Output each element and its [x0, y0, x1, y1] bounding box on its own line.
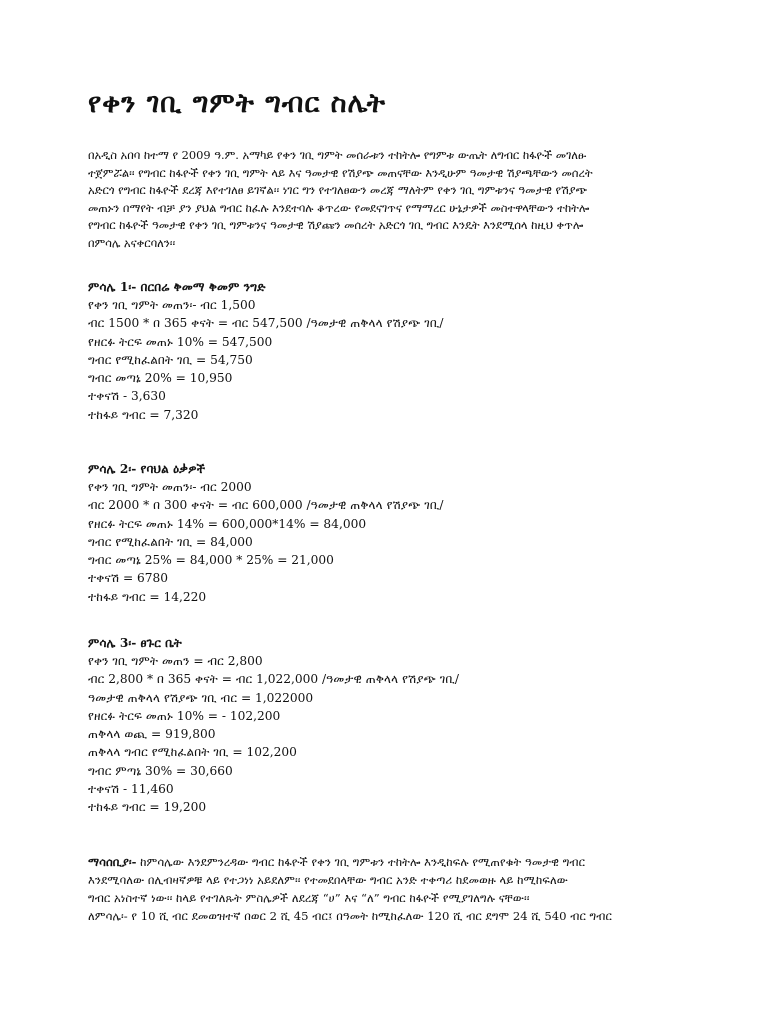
example-line: ብር 2000 * በ 300 ቀናት = ብር 600,000 /ዓመታዊ ጠቅላላ የሽያጭ ገቢ/ [88, 498, 444, 513]
note-text: ከምሳሌው እንደምንረዳው ግብር ከፋዮች የቀን ገቢ ግምቱን ተከትሎ እንዲከፍሉ የሚጠየቁት ዓመታዊ ግብር [136, 855, 586, 869]
example-line: ተከፋይ ግብር = 19,200 [88, 800, 207, 815]
example-heading: ምሳሌ 1፡- በርበሬ ቅመማ ቅመም ንግድ [88, 280, 266, 294]
example-line: የቀን ገቢ ግምት መጠን፡- ብር 1,500 [88, 298, 256, 312]
example-line: የቀን ገቢ ግምት መጠን = ብር 2,800 [88, 654, 263, 668]
example-line: የዘርፉ ትርፍ መጠኑ 10% = 547,500 [88, 334, 273, 349]
intro-line: ተጀምሯል፡፡ የግብር ከፋዮች የቀን ገቢ ግምት ላይ እና ዓመታዊ የሽያጭ መጠናቸው እንዲሁም ዓመታዊ ሽያጫቸውን መሰረት [88, 165, 593, 180]
example-line: ግብር መጣኔ 25% = 84,000 * 25% = 21,000 [88, 553, 334, 568]
example-line: ግብር መጣኔ 20% = 10,950 [88, 371, 233, 386]
example-line: የዘርፉ ትርፍ መጠኑ 10% = - 102,200 [88, 708, 281, 723]
example-line: ጠቅላላ ግብር የሚከፈልበት ገቢ = 102,200 [88, 745, 297, 760]
example-1 [88, 278, 728, 424]
intro-line: አድርጎ የግብር ከፋዮች ደረጃ እየተገለፀ ይገኛል፡፡ ነገር ግን የተገለፀውን መረጃ ማለትም የቀን ገቢ ግምቱንና ዓመታዊ የሽያጭ [88, 183, 588, 198]
example-line: ተከፋይ ግብር = 7,320 [88, 407, 199, 422]
example-heading: ምሳሌ 3፡- ፀጉር ቤት [88, 636, 182, 650]
example-line: ብር 2,800 * በ 365 ቀናት = ብር 1,022,000 /ዓመታዊ ጠቅላላ የሽያጭ ገቢ/ [88, 672, 460, 687]
example-line: ተቀናሽ = 6780 [88, 571, 169, 586]
example-line: ዓመታዊ ጠቅላላ የሽያጭ ገቢ ብር = 1,022000 [88, 690, 314, 705]
example-line: ተከፋይ ግብር = 14,220 [88, 589, 207, 604]
note-line: እንደሚባለው በሊብዛኛዎቹ ላይ የተጋነነ አይደለም፡፡ የተመደበላቸው ግብር አንድ ተቀጣሪ ከደመወዙ ላይ ከሚከፍለው [88, 873, 568, 887]
intro-line: መጠኑን በማየት ብቻ ያን ያህል ግብር ከፈሉ እንደተባሉ ቆጥረው የመደናገጥና የማማረር ሁኔታዎች መስተዋላቸውን ተከትሎ [88, 200, 590, 215]
example-line: ብር 1500 * በ 365 ቀናት = ብር 547,500 /ዓመታዊ ጠቅላላ የሽያጭ ገቢ/ [88, 316, 444, 331]
note-line: ለምሳሌ፡- የ 10 ሺ ብር ደመወዝተኛ በወር 2 ሺ 45 ብር፤ በዓመት ከሚከፈለው 120 ሺ ብር ደግሞ 24 ሺ 540 ብር ግብር [88, 909, 612, 923]
example-heading: ምሳሌ 2፡- የባህል ዕቃዎች [88, 462, 206, 476]
intro-line: በምሳሌ አናቀርባለን፡፡ [88, 235, 176, 250]
intro-line: በአዲስ አበባ ከተማ የ 2009 ዓ.ም. አማካይ የቀን ገቢ ግምት መሰራቱን ተከትሎ የግምቱ ውጤት ለግብር ከፋዮች መገለፁ [88, 148, 587, 162]
example-line: ግብር የሚከፈልበት ገቢ = 54,750 [88, 352, 253, 367]
example-2 [88, 460, 728, 606]
example-line: የቀን ገቢ ግምት መጠን፡- ብር 2000 [88, 480, 252, 494]
example-line: ጠቅላላ ወጪ = 919,800 [88, 727, 216, 742]
note-paragraph [88, 853, 728, 925]
example-line: ተቀናሽ - 3,630 [88, 389, 166, 404]
note-first-line [88, 853, 728, 871]
example-3 [88, 634, 728, 817]
example-line: ተቀናሽ - 11,460 [88, 782, 174, 797]
document-title: የቀን ገቢ ግምት ግብር ስሌት [88, 88, 387, 119]
intro-line: የግብር ከፋዮች ዓመታዊ የቀን ገቢ ግምቱንና ዓመታዊ ሽያጩን መሰረት አድርጎ ገቢ ግብር እንዴት እንደሚሰላ ከዚህ ቀጥሎ [88, 218, 584, 233]
example-line: ግብር ምጣኔ 30% = 30,660 [88, 763, 233, 778]
example-line: የዘርፉ ትርፍ መጠኑ 14% = 600,000*14% = 84,000 [88, 516, 367, 531]
note-line: ግብር አነስተኛ ነው፡፡ ከላይ የተገለጹት ምስሌዎች ለደረጃ “ሀ” እና “ለ” ግብር ከፋዮች የሚያገለግሉ ናቸው፡፡ [88, 891, 530, 905]
note-label: ማሳሰቢያ፡- [88, 855, 137, 869]
example-line: ግብር የሚከፈልበት ገቢ = 84,000 [88, 534, 253, 549]
intro-paragraph [88, 147, 688, 253]
